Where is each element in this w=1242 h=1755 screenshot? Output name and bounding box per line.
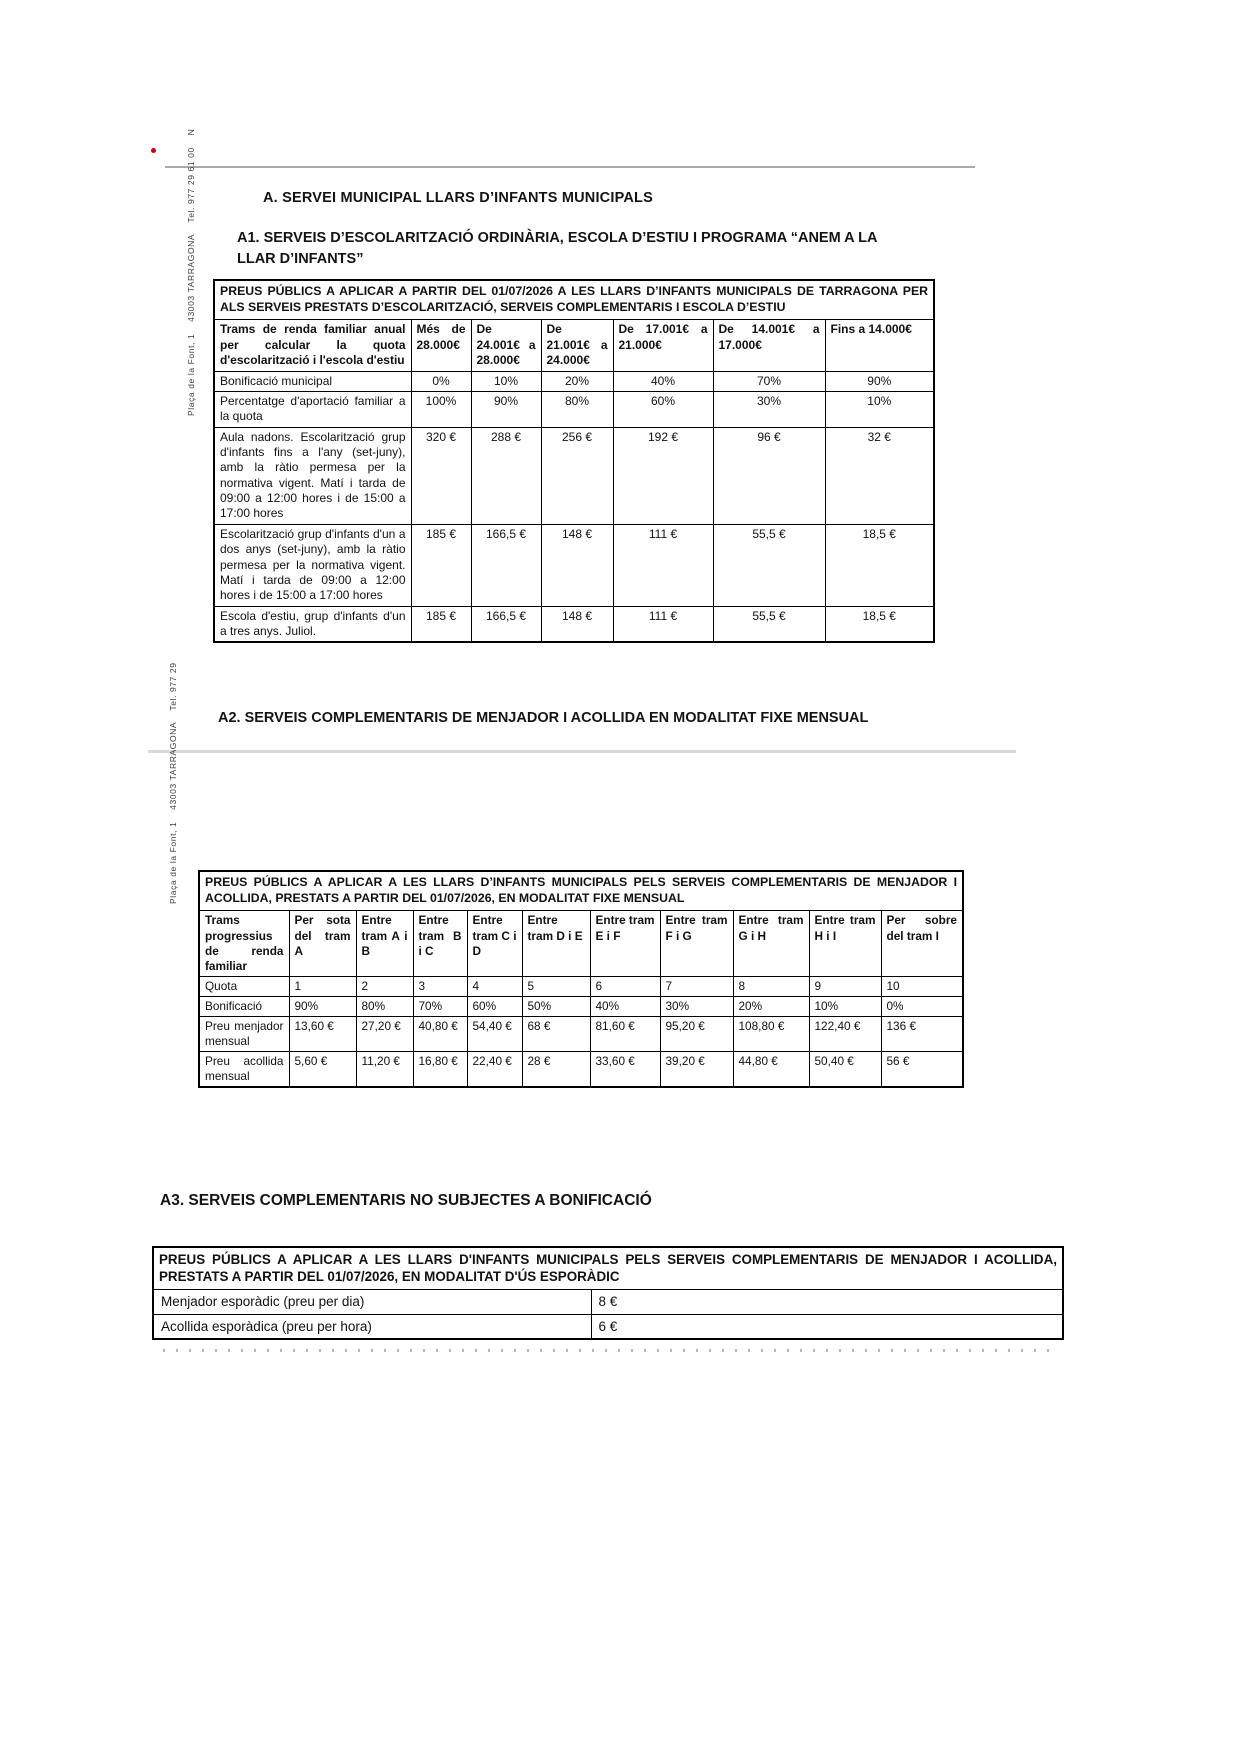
cell-value: 55,5 € — [713, 606, 825, 642]
table-row — [199, 976, 963, 996]
cell-value: 30% — [660, 996, 733, 1016]
cell-value: 54,40 € — [467, 1017, 522, 1052]
cell-value: 148 € — [541, 606, 613, 642]
column-header: Entre tram G i H — [733, 911, 809, 976]
column-header: De 21.001€ a 24.000€ — [541, 320, 613, 371]
cell-value: 50% — [522, 996, 590, 1016]
cell-value: 18,5 € — [825, 606, 934, 642]
section-a-heading: A. SERVEI MUNICIPAL LLARS D’INFANTS MUNICIPALS — [263, 190, 653, 206]
column-header: Entre tram E i F — [590, 911, 660, 976]
cell-value: 10 — [881, 976, 963, 996]
table-row — [199, 996, 963, 1016]
table-caption: PREUS PÚBLICS A APLICAR A LES LLARS D'INFANTS MUNICIPALS PELS SERVEIS COMPLEMENTARIS DE MENJADOR I ACOLLIDA, PRESTATS A PARTIR DEL 01/07/2026, EN MODALITAT D'ÚS ESPORÀDIC — [153, 1247, 1063, 1290]
column-header: Entre tram C i D — [467, 911, 522, 976]
cell-value: 7 — [660, 976, 733, 996]
header-row — [199, 911, 963, 976]
a3-prices-table — [152, 1246, 1064, 1340]
cell-value: 148 € — [541, 524, 613, 606]
cell-value: 32 € — [825, 427, 934, 524]
cell-value: 68 € — [522, 1017, 590, 1052]
table-row — [153, 1290, 1063, 1314]
cell-value: 55,5 € — [713, 524, 825, 606]
column-header: De 24.001€ a 28.000€ — [471, 320, 541, 371]
column-header: Entre tram A i B — [356, 911, 413, 976]
clipped-text-remnant — [163, 1349, 1058, 1352]
cell-value: 80% — [541, 391, 613, 427]
header-row — [214, 320, 934, 371]
row-label: Bonificació municipal — [214, 371, 411, 391]
row-label: Menjador esporàdic (preu per dia) — [153, 1290, 591, 1314]
table-row — [199, 1017, 963, 1052]
table-row — [214, 371, 934, 391]
cell-value: 288 € — [471, 427, 541, 524]
cell-value: 6 — [590, 976, 660, 996]
page1-top-rule — [165, 166, 975, 168]
column-header: Entre tram B i C — [413, 911, 467, 976]
column-header: Entre tram H i I — [809, 911, 881, 976]
table-row — [199, 1052, 963, 1088]
cell-value: 70% — [413, 996, 467, 1016]
column-header: Més de 28.000€ — [411, 320, 471, 371]
cell-value: 185 € — [411, 606, 471, 642]
cell-value: 10% — [809, 996, 881, 1016]
cell-value: 108,80 € — [733, 1017, 809, 1052]
row-label: Escola d'estiu, grup d'infants d'un a tres anys. Juliol. — [214, 606, 411, 642]
row-label: Aula nadons. Escolarització grup d'infants fins a l'any (set-juny), amb la ràtio permesa per la normativa vigent. Matí i tarda de 09:00 a 12:00 hores i de 15:00 a 17:00 hores — [214, 427, 411, 524]
cell-value: 0% — [411, 371, 471, 391]
cell-value: 18,5 € — [825, 524, 934, 606]
cell-value: 20% — [733, 996, 809, 1016]
cell-value: 20% — [541, 371, 613, 391]
cell-value: 81,60 € — [590, 1017, 660, 1052]
cell-value: 33,60 € — [590, 1052, 660, 1088]
cell-value: 166,5 € — [471, 606, 541, 642]
column-header: De 17.001€ a 21.000€ — [613, 320, 713, 371]
cell-value: 6 € — [591, 1314, 1063, 1339]
cell-value: 185 € — [411, 524, 471, 606]
cell-value: 256 € — [541, 427, 613, 524]
table-caption: PREUS PÚBLICS A APLICAR A LES LLARS D’INFANTS MUNICIPALS PELS SERVEIS COMPLEMENTARIS DE MENJADOR I ACOLLIDA, PRESTATS A PARTIR DEL 01/07/2026, EN MODALITAT FIXE MENSUAL — [199, 871, 963, 911]
column-header: Fins a 14.000€ — [825, 320, 934, 371]
column-header: De 14.001€ a 17.000€ — [713, 320, 825, 371]
cell-value: 27,20 € — [356, 1017, 413, 1052]
table-row — [214, 524, 934, 606]
row-label: Acollida esporàdica (preu per hora) — [153, 1314, 591, 1339]
cell-value: 50,40 € — [809, 1052, 881, 1088]
cell-value: 39,20 € — [660, 1052, 733, 1088]
column-header: Per sota del tram A — [289, 911, 356, 976]
cell-value: 90% — [825, 371, 934, 391]
cell-value: 44,80 € — [733, 1052, 809, 1088]
row-label: Preu menjador mensual — [199, 1017, 289, 1052]
row-label: Percentatge d'aportació familiar a la quota — [214, 391, 411, 427]
cell-value: 4 — [467, 976, 522, 996]
cell-value: 122,40 € — [809, 1017, 881, 1052]
cell-value: 40% — [590, 996, 660, 1016]
cell-value: 11,20 € — [356, 1052, 413, 1088]
cell-value: 30% — [713, 391, 825, 427]
cell-value: 2 — [356, 976, 413, 996]
cell-value: 5 — [522, 976, 590, 996]
cell-value: 3 — [413, 976, 467, 996]
cell-value: 60% — [613, 391, 713, 427]
column-header: Entre tram F i G — [660, 911, 733, 976]
cell-value: 111 € — [613, 606, 713, 642]
row-label: Escolarització grup d'infants d'un a dos anys (set-juny), amb la ràtio permesa per la normativa vigent. Matí i tarda de 09:00 a 12:00 hores i de 15:00 a 17:00 hores — [214, 524, 411, 606]
cell-value: 90% — [471, 391, 541, 427]
row-label: Preu acollida mensual — [199, 1052, 289, 1088]
section-a3-heading: A3. SERVEIS COMPLEMENTARIS NO SUBJECTES A BONIFICACIÓ — [160, 1192, 652, 1209]
cell-value: 96 € — [713, 427, 825, 524]
cell-value: 60% — [467, 996, 522, 1016]
cell-value: 136 € — [881, 1017, 963, 1052]
cell-value: 192 € — [613, 427, 713, 524]
page-separator — [148, 750, 1016, 753]
cell-value: 70% — [713, 371, 825, 391]
cell-value: 166,5 € — [471, 524, 541, 606]
table-row — [153, 1314, 1063, 1339]
table-row — [214, 606, 934, 642]
column-header: Per sobre del tram I — [881, 911, 963, 976]
cell-value: 22,40 € — [467, 1052, 522, 1088]
cell-value: 5,60 € — [289, 1052, 356, 1088]
cell-value: 95,20 € — [660, 1017, 733, 1052]
section-a2-heading: A2. SERVEIS COMPLEMENTARIS DE MENJADOR I ACOLLIDA EN MODALITAT FIXE MENSUAL — [218, 710, 869, 726]
cell-value: 10% — [825, 391, 934, 427]
cell-value: 56 € — [881, 1052, 963, 1088]
cell-value: 13,60 € — [289, 1017, 356, 1052]
column-header: Entre tram D i E — [522, 911, 590, 976]
cell-value: 80% — [356, 996, 413, 1016]
cell-value: 320 € — [411, 427, 471, 524]
cell-value: 9 — [809, 976, 881, 996]
row-label: Quota — [199, 976, 289, 996]
cell-value: 111 € — [613, 524, 713, 606]
section-a1-heading: A1. SERVEIS D’ESCOLARITZACIÓ ORDINÀRIA, ESCOLA D’ESTIU I PROGRAMA “ANEM A LA LLAR D’INFANTS” — [237, 230, 877, 267]
cell-value: 8 € — [591, 1290, 1063, 1314]
row-label: Bonificació — [199, 996, 289, 1016]
cell-value: 1 — [289, 976, 356, 996]
a2-prices-table — [198, 870, 964, 1088]
cell-value: 40% — [613, 371, 713, 391]
column-header: Trams de renda familiar anual per calcular la quota d'escolarització i l'escola d'estiu — [214, 320, 411, 371]
column-header: Trams progressius de renda familiar — [199, 911, 289, 976]
table-row — [214, 427, 934, 524]
table-caption: PREUS PÚBLICS A APLICAR A PARTIR DEL 01/07/2026 A LES LLARS D’INFANTS MUNICIPALS DE TARRAGONA PER ALS SERVEIS PRESTATS D’ESCOLARITZACIÓ, SERVEIS COMPLEMENTARIS I ESCOLA D’ESTIU — [214, 280, 934, 320]
cell-value: 100% — [411, 391, 471, 427]
red-bullet-marker — [151, 148, 156, 153]
cell-value: 8 — [733, 976, 809, 996]
letterhead-vertical-page2: Plaça de la Font, 1 43003 TARRAGONA Tel. 977 29 — [168, 662, 178, 904]
cell-value: 90% — [289, 996, 356, 1016]
cell-value: 28 € — [522, 1052, 590, 1088]
letterhead-vertical-page1: Plaça de la Font, 1 43003 TARRAGONA Tel. 977 29 61 00 N — [186, 128, 196, 416]
table-row — [214, 391, 934, 427]
cell-value: 10% — [471, 371, 541, 391]
cell-value: 40,80 € — [413, 1017, 467, 1052]
cell-value: 0% — [881, 996, 963, 1016]
cell-value: 16,80 € — [413, 1052, 467, 1088]
a1-prices-table — [213, 279, 935, 643]
